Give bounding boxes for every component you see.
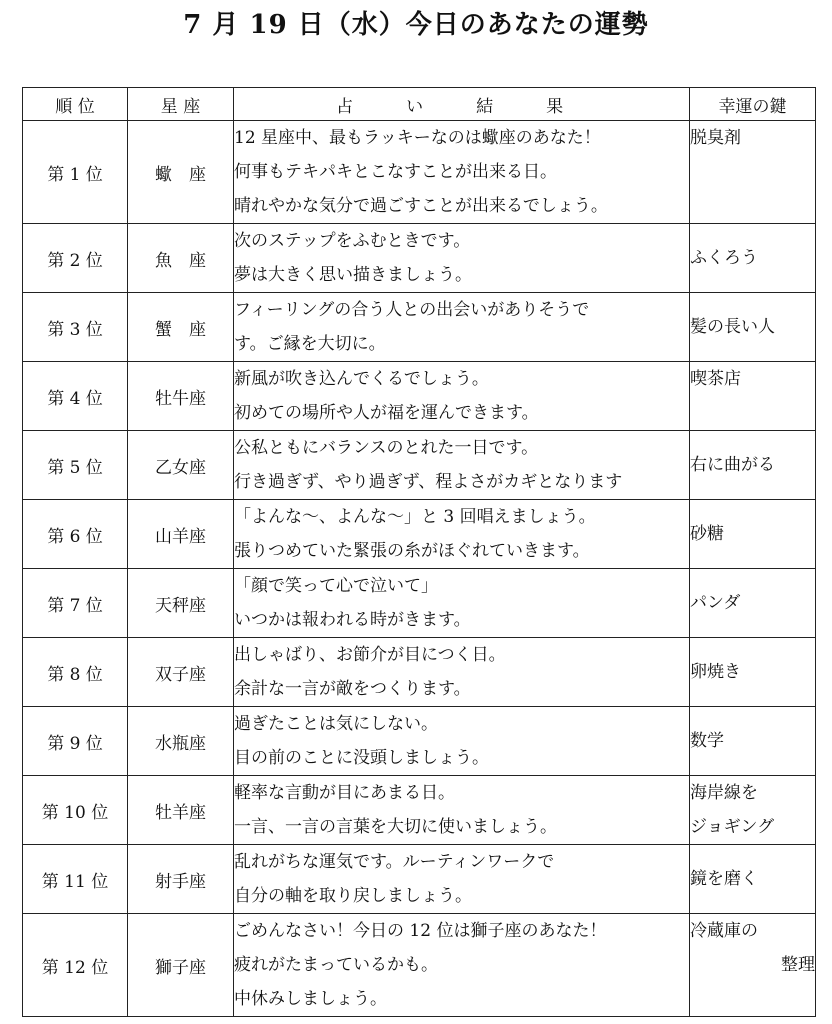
rank-cell: 第 6 位 — [23, 500, 128, 569]
rank-cell: 第 7 位 — [23, 569, 128, 638]
fortune-table — [22, 87, 816, 1017]
zodiac-sign-cell: 水瓶座 — [128, 707, 234, 776]
lucky-key-cell — [690, 121, 816, 224]
fortune-result-line: 晴れやかな気分で過ごすことが出来るでしょう。 — [234, 196, 608, 216]
fortune-result-cell — [234, 707, 690, 776]
fortune-result-line: 夢は大きく思い描きましょう。 — [234, 265, 472, 285]
rank-cell: 第 1 位 — [23, 121, 128, 224]
lucky-key-cell — [690, 638, 816, 707]
fortune-result-line: 張りつめていた緊張の糸がほぐれていきます。 — [234, 541, 590, 561]
lucky-key-line: 脱臭剤 — [690, 128, 741, 148]
table-body — [23, 121, 816, 1017]
lucky-key-line: 数学 — [690, 731, 724, 751]
fortune-result-line: 次のステップをふむときです。 — [234, 231, 471, 251]
lucky-key-line: 右に曲がる — [690, 455, 775, 475]
rank-cell: 第 10 位 — [23, 776, 128, 845]
lucky-key-line: ジョギング — [690, 817, 775, 837]
table-row — [23, 569, 816, 638]
table-row — [23, 224, 816, 293]
fortune-result-cell — [234, 914, 690, 1017]
lucky-key-cell — [690, 224, 816, 293]
fortune-result-line: 過ぎたことは気にしない。 — [234, 714, 438, 734]
fortune-result-line: 「顔で笑って心で泣いて」 — [234, 576, 438, 596]
fortune-result-line: 何事もテキパキとこなすことが出来る日。 — [234, 162, 557, 182]
zodiac-sign-cell: 蟹 座 — [128, 293, 234, 362]
lucky-key-line: 冷蔵庫の — [690, 921, 758, 941]
zodiac-sign-cell: 獅子座 — [128, 914, 234, 1017]
lucky-key-line: 砂糖 — [690, 524, 724, 544]
header-sign: 星 座 — [128, 88, 234, 121]
zodiac-sign-cell: 牡牛座 — [128, 362, 234, 431]
table-row — [23, 121, 816, 224]
fortune-result-line: 行き過ぎず、やり過ぎず、程よさがカギとなります — [234, 472, 623, 492]
fortune-result-line: 目の前のことに没頭しましょう。 — [234, 748, 489, 768]
header-result: 占 い 結 果 — [234, 88, 690, 121]
zodiac-sign-cell: 乙女座 — [128, 431, 234, 500]
zodiac-sign-cell: 蠍 座 — [128, 121, 234, 224]
table-row — [23, 362, 816, 431]
fortune-result-line: 余計な一言が敵をつくります。 — [234, 679, 471, 699]
fortune-result-cell — [234, 845, 690, 914]
fortune-result-line: 初めての場所や人が福を運んできます。 — [234, 403, 539, 423]
zodiac-sign-cell: 魚 座 — [128, 224, 234, 293]
lucky-key-line: 海岸線を — [690, 783, 758, 803]
lucky-key-line: 鏡を磨く — [690, 869, 758, 889]
fortune-result-line: 公私ともにバランスのとれた一日です。 — [234, 438, 539, 458]
fortune-result-cell — [234, 224, 690, 293]
fortune-result-cell — [234, 121, 690, 224]
fortune-result-cell — [234, 569, 690, 638]
zodiac-sign-cell: 牡羊座 — [128, 776, 234, 845]
fortune-result-line: 自分の軸を取り戻しましょう。 — [234, 886, 472, 906]
fortune-result-cell — [234, 293, 690, 362]
lucky-key-cell — [690, 569, 816, 638]
fortune-result-line: フィーリングの合う人との出会いがありそうで — [234, 300, 590, 320]
page-title: 7 月 19 日（水）今日のあなたの運勢 — [183, 10, 649, 40]
table-row — [23, 845, 816, 914]
table-header-row — [23, 88, 816, 121]
fortune-result-line: 新風が吹き込んでくるでしょう。 — [234, 369, 489, 389]
table-row — [23, 431, 816, 500]
lucky-key-line: ふくろう — [690, 248, 758, 268]
fortune-result-line: 12 星座中、最もラッキーなのは蠍座のあなた！ — [234, 128, 601, 148]
lucky-key-line: 整理 — [781, 955, 815, 975]
fortune-result-line: ごめんなさい！今日の 12 位は獅子座のあなた！ — [234, 921, 607, 941]
fortune-result-line: 出しゃばり、お節介が目につく日。 — [234, 645, 506, 665]
lucky-key-line: 卵焼き — [690, 662, 741, 682]
header-lucky: 幸運の鍵 — [690, 88, 816, 121]
zodiac-sign-cell: 天秤座 — [128, 569, 234, 638]
zodiac-sign-cell: 山羊座 — [128, 500, 234, 569]
table-row — [23, 776, 816, 845]
table-row — [23, 293, 816, 362]
lucky-key-cell — [690, 431, 816, 500]
lucky-key-cell — [690, 362, 816, 431]
lucky-key-cell — [690, 845, 816, 914]
table-row — [23, 914, 816, 1017]
lucky-key-line: パンダ — [690, 593, 741, 613]
fortune-result-cell — [234, 776, 690, 845]
rank-cell: 第 9 位 — [23, 707, 128, 776]
rank-cell: 第 8 位 — [23, 638, 128, 707]
lucky-key-cell — [690, 707, 816, 776]
lucky-key-cell — [690, 914, 816, 1017]
rank-cell: 第 3 位 — [23, 293, 128, 362]
table-row — [23, 500, 816, 569]
fortune-result-line: 中休みしましょう。 — [234, 989, 387, 1009]
lucky-key-cell — [690, 293, 816, 362]
lucky-key-cell — [690, 500, 816, 569]
header-rank: 順 位 — [23, 88, 128, 121]
fortune-result-line: 軽率な言動が目にあまる日。 — [234, 783, 455, 803]
zodiac-sign-cell: 射手座 — [128, 845, 234, 914]
zodiac-sign-cell: 双子座 — [128, 638, 234, 707]
fortune-result-line: す。ご縁を大切に。 — [234, 334, 386, 354]
fortune-result-line: いつかは報われる時がきます。 — [234, 610, 471, 630]
rank-cell: 第 5 位 — [23, 431, 128, 500]
lucky-key-line: 髪の長い人 — [690, 317, 775, 337]
fortune-result-line: 一言、一言の言葉を大切に使いましょう。 — [234, 817, 557, 837]
fortune-result-cell — [234, 500, 690, 569]
rank-cell: 第 2 位 — [23, 224, 128, 293]
fortune-result-cell — [234, 638, 690, 707]
rank-cell: 第 12 位 — [23, 914, 128, 1017]
fortune-result-line: 「よんな～、よんな～」と 3 回唱えましょう。 — [234, 507, 596, 527]
fortune-result-line: 疲れがたまっているかも。 — [234, 955, 438, 975]
rank-cell: 第 4 位 — [23, 362, 128, 431]
fortune-result-cell — [234, 431, 690, 500]
table-row — [23, 638, 816, 707]
fortune-result-cell — [234, 362, 690, 431]
lucky-key-cell — [690, 776, 816, 845]
table-row — [23, 707, 816, 776]
rank-cell: 第 11 位 — [23, 845, 128, 914]
fortune-result-line: 乱れがちな運気です。ルーティンワークで — [234, 852, 555, 872]
lucky-key-line: 喫茶店 — [690, 369, 741, 389]
